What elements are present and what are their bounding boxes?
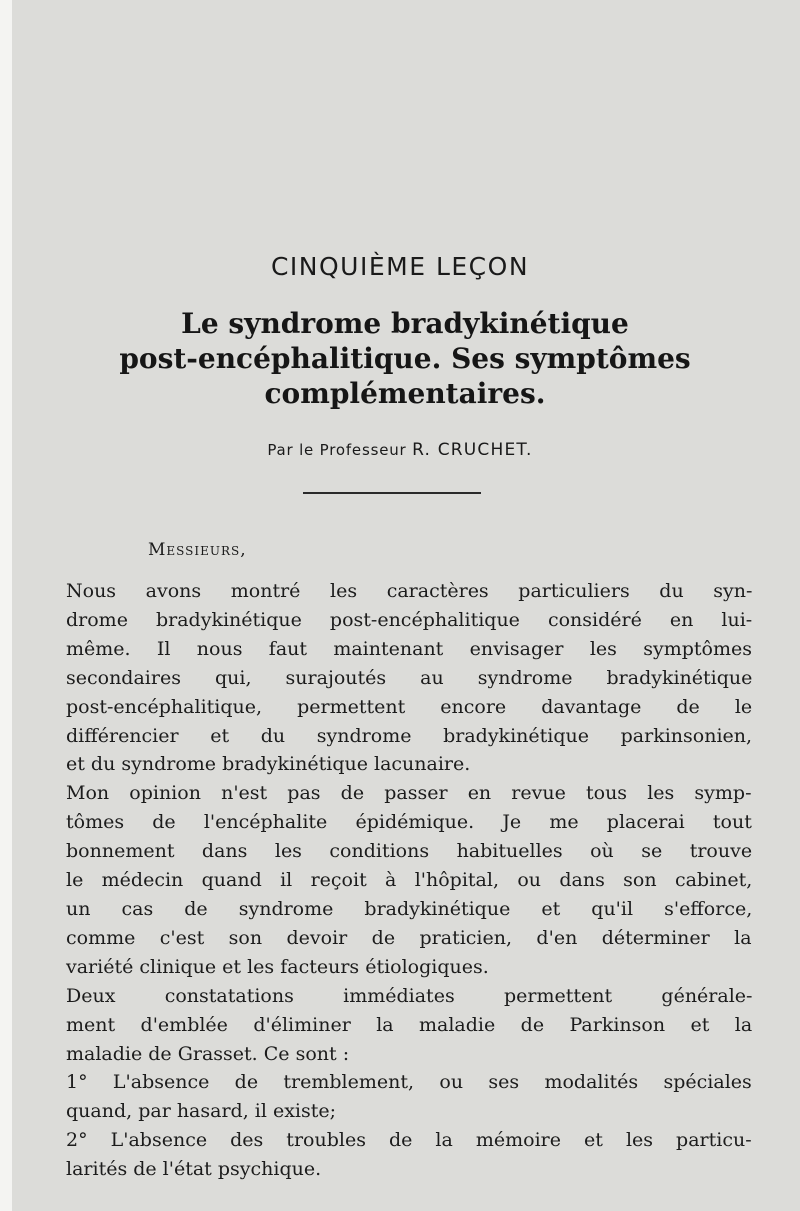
text-line: Deux constatations immédiates permettent générale- [66, 984, 753, 1007]
body-text [66, 577, 752, 1184]
title-line: complémentaires. [264, 377, 546, 410]
text-line: même. Il nous faut maintenant envisager les symptômes [66, 637, 752, 660]
text-line: différencier et du syndrome bradykinétique parkinsonien, [66, 724, 753, 747]
text-line: 1° L'absence de tremblement, ou ses modalités spéciales [66, 1071, 752, 1094]
text-line: un cas de syndrome bradykinétique et qu'il s'efforce, [66, 897, 753, 920]
text-line: le médecin quand il reçoit à l'hôpital, ou dans son cabinet, [66, 869, 753, 892]
text-line: bonnement dans les conditions habituelles où se trouve [66, 840, 753, 863]
text-line: Nous avons montré les caractères particuliers du syn- [66, 580, 753, 602]
title-line: post-encéphalitique. Ses symptômes [119, 342, 691, 375]
title-line: Le syndrome bradykinétique [181, 307, 629, 340]
lesson-heading: CINQUIÈME LEÇON [270, 252, 530, 281]
chapter-title [40, 306, 770, 411]
text-line: 2° L'absence des troubles de la mémoire et les particu- [66, 1129, 752, 1152]
text-line: variété clinique et les facteurs étiologiques. [66, 955, 489, 978]
salutation: Messieurs, [148, 540, 247, 560]
byline [0, 440, 800, 460]
text-line: Mon opinion n'est pas de passer en revue tous les symp- [66, 782, 752, 805]
text-line: maladie de Grasset. Ce sont : [66, 1042, 350, 1065]
text-line: comme c'est son devoir de praticien, d'en déterminer la [66, 926, 752, 949]
page-edge [0, 0, 12, 1211]
divider [303, 492, 481, 494]
text-line: quand, par hasard, il existe; [66, 1100, 337, 1123]
text-line: et du syndrome bradykinétique lacunaire. [66, 753, 471, 776]
text-line: secondaires qui, surajoutés au syndrome bradykinétique [66, 666, 753, 689]
byline-prefix: Par le Professeur [267, 441, 407, 459]
text-line: larités de l'état psychique. [66, 1158, 322, 1181]
text-line: post-encéphalitique, permettent encore davantage de le [66, 695, 753, 718]
text-line: tômes de l'encéphalite épidémique. Je me placerai tout [66, 811, 752, 834]
text-line: drome bradykinétique post-encéphalitique considéré en lui- [66, 608, 753, 631]
byline-author: R. CRUCHET. [412, 440, 533, 460]
text-line: ment d'emblée d'éliminer la maladie de Parkinson et la [66, 1013, 753, 1036]
